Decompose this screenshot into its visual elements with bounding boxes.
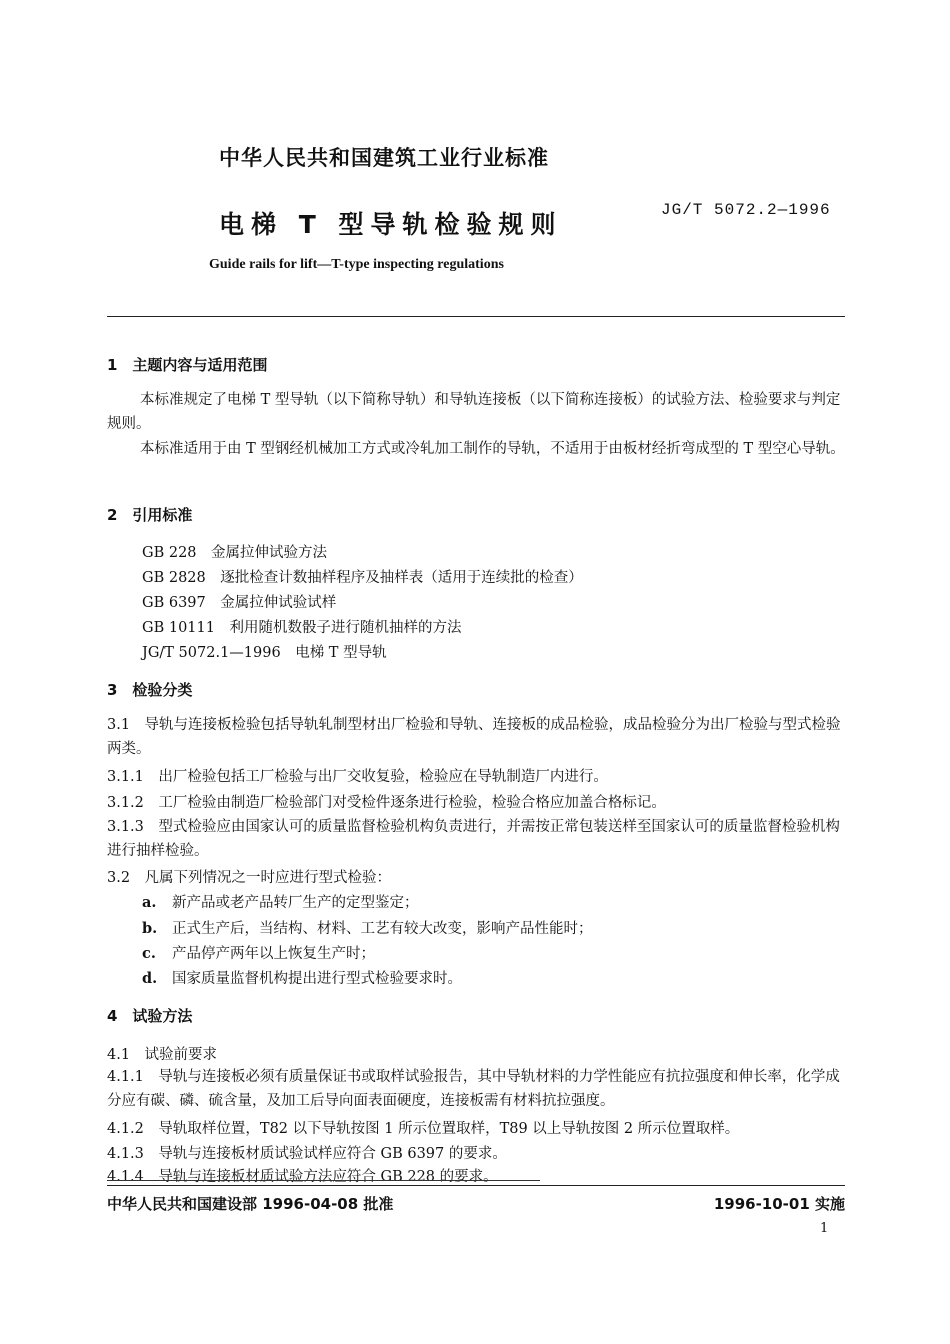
reference-item: GB 228 金属拉伸试验方法 [142, 545, 328, 561]
clause-4-1-1: 4.1.1 导轨与连接板必须有质量保证书或取样试验报告，其中导轨材料的力学性能应有抗拉强度和伸长率，化学成分应有碳、磷、硫含量，及加工后导向面表面硬度，连接板需有材料抗拉强度。 [107, 1069, 840, 1109]
list-item [142, 942, 375, 963]
page-title: 电梯 T 型导轨检验规则 [219, 210, 563, 239]
list-item-text: 正式生产后，当结构、材料、工艺有较大改变，影响产品性能时； [172, 921, 593, 937]
clause-4-1-4: 4.1.4 导轨与连接板材质试验方法应符合 GB 228 的要求。 [107, 1169, 498, 1185]
approval-note: 中华人民共和国建设部 1996-04-08 批准 [107, 1195, 394, 1213]
english-title: Guide rails for lift—T-type inspecting regulations [209, 257, 504, 272]
list-item [142, 967, 462, 988]
header-divider [107, 316, 845, 317]
clause-3-1: 3.1 导轨与连接板检验包括导轨轧制型材出厂检验和导轨、连接板的成品检验，成品检验分为出厂检验与型式检验两类。 [107, 717, 841, 757]
clause-4-1: 4.1 试验前要求 [107, 1047, 218, 1063]
reference-item: JG/T 5072.1—1996 电梯 T 型导轨 [142, 645, 387, 661]
list-item-text: 新产品或老产品转厂生产的定型鉴定； [172, 895, 419, 911]
list-item-marker: a. [142, 894, 157, 911]
reference-item: GB 6397 金属拉伸试验试样 [142, 595, 337, 611]
section-1-paragraph-2: 本标准适用于由 T 型钢经机械加工方式或冷轧加工制作的导轨，不适用于由板材经折弯成型的 T 型空心导轨。 [140, 441, 845, 457]
clause-4-1-3: 4.1.3 导轨与连接板材质试验试样应符合 GB 6397 的要求。 [107, 1146, 507, 1162]
reference-item: GB 2828 逐批检查计数抽样程序及抽样表（适用于连续批的检查） [142, 570, 583, 586]
reference-item: GB 10111 利用随机数骰子进行随机抽样的方法 [142, 620, 462, 636]
list-item-marker: d. [142, 970, 158, 987]
clause-4-1-2: 4.1.2 导轨取样位置，T82 以下导轨按图 1 所示位置取样，T89 以上导轨按图 2 所示位置取样。 [107, 1121, 740, 1137]
list-item-text: 产品停产两年以上恢复生产时； [172, 946, 375, 962]
section-3-heading: 3 检验分类 [107, 681, 193, 699]
section-1-heading: 1 主题内容与适用范围 [107, 356, 268, 374]
standard-code: JG/T 5072.2—1996 [661, 201, 831, 219]
section-1-paragraph-1: 本标准规定了电梯 T 型导轨（以下简称导轨）和导轨连接板（以下简称连接板）的试验方法、检验要求与判定规则。 [107, 392, 841, 432]
list-item-marker: c. [142, 945, 156, 962]
implementation-date: 1996-10-01 实施 [713, 1195, 845, 1213]
clause-3-1-3: 3.1.3 型式检验应由国家认可的质量监督检验机构负责进行，并需按正常包装送样至国家认可的质量监督检验机构进行抽样检验。 [107, 819, 840, 859]
page-number: 1 [820, 1221, 829, 1236]
list-item [142, 891, 419, 912]
clause-3-2: 3.2 凡属下列情况之一时应进行型式检验： [107, 870, 392, 886]
list-item [142, 917, 593, 938]
section-2-heading: 2 引用标准 [107, 506, 193, 524]
list-item-marker: b. [142, 920, 158, 937]
clause-3-1-1: 3.1.1 出厂检验包括工厂检验与出厂交收复验，检验应在导轨制造厂内进行。 [107, 769, 608, 785]
standard-category: 中华人民共和国建筑工业行业标准 [219, 146, 549, 170]
text-underline [107, 1180, 540, 1181]
footer-divider [107, 1185, 845, 1186]
list-item-text: 国家质量监督机构提出进行型式检验要求时。 [172, 971, 462, 987]
section-4-heading: 4 试验方法 [107, 1007, 193, 1025]
clause-3-1-2: 3.1.2 工厂检验由制造厂检验部门对受检件逐条进行检验，检验合格应加盖合格标记。 [107, 795, 666, 811]
